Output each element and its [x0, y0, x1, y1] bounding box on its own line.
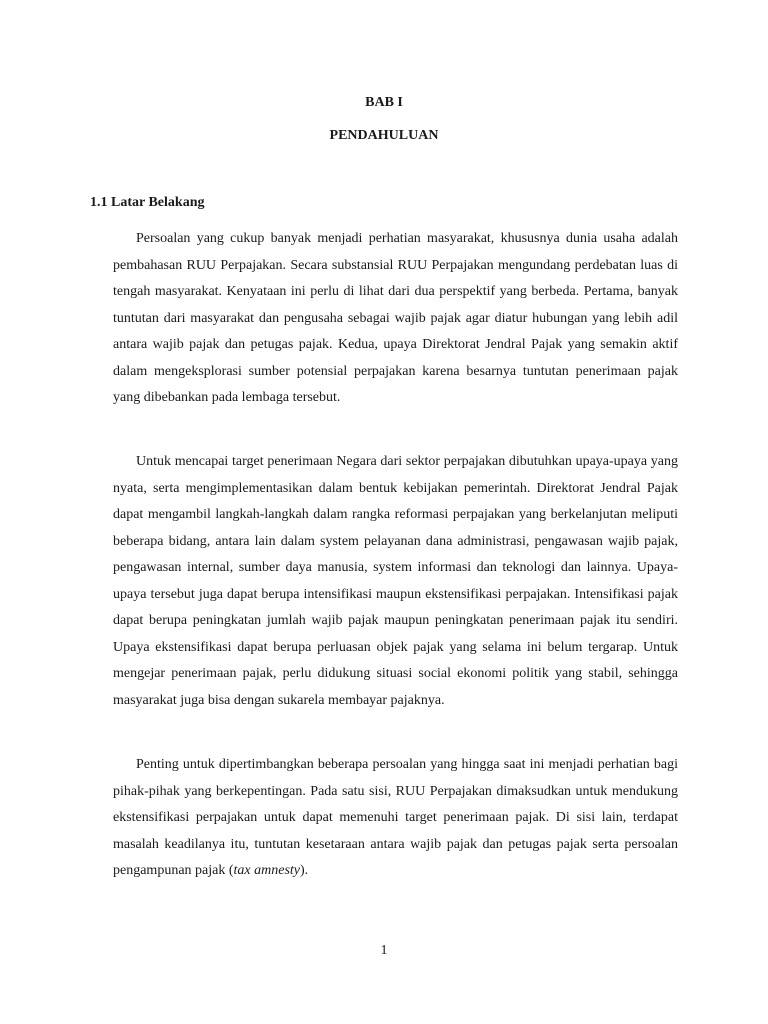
paragraph-3 — [113, 752, 678, 885]
paragraph-2: Untuk mencapai target penerimaan Negara dari sektor perpajakan dibutuhkan upaya-upaya yang nyata, serta mengimplementasikan dalam bentuk kebijakan pemerintah. Direktorat Jendral Pajak dapat mengambil langkah-langkah dalam rangka reformasi perpajakan yang berkelanjutan meliputi beberapa bidang, antara lain dalam system pelayanan dana administrasi, pengawasan wajib pajak, pengawasan internal, sumber daya manusia, system informasi dan teknologi dan lainnya. Upaya-upaya tersebut juga dapat berupa intensifikasi maupun ekstensifikasi perpajakan. Intensifikasi pajak dapat berupa peningkatan jumlah wajib pajak maupun peningkatan penerimaan pajak itu sendiri. Upaya ekstensifikasi dapat berupa perluasan objek pajak yang selama ini belum tergarap. Untuk mengejar penerimaan pajak, perlu didukung situasi social ekonomi politik yang stabil, sehingga masyarakat juga bisa dengan sukarela membayar pajaknya. — [113, 454, 678, 708]
chapter-number: BAB I — [365, 95, 403, 110]
paragraph-1: Persoalan yang cukup banyak menjadi perhatian masyarakat, khususnya dunia usaha adalah pembahasan RUU Perpajakan. Secara substansial RUU Perpajakan mengundang perdebatan luas di tengah masyarakat. Kenyataan ini perlu di lihat dari dua perspektif yang berbeda. Pertama, banyak tuntutan dari masyarakat dan pengusaha sebagai wajib pajak agar diatur hubungan yang lebih adil antara wajib pajak dan petugas pajak. Kedua, upaya Direktorat Jendral Pajak yang semakin aktif dalam mengeksplorasi sumber potensial perpajakan karena besarnya tuntutan penerimaan pajak yang dibebankan pada lembaga tersebut. — [113, 231, 678, 405]
chapter-title: PENDAHULUAN — [329, 128, 439, 143]
paragraph-3-text-after: ). — [300, 863, 309, 878]
italic-term: tax amnesty — [233, 863, 300, 878]
section-heading: 1.1 Latar Belakang — [90, 195, 205, 210]
paragraph-3-text-before: Penting untuk dipertimbangkan beberapa persoalan yang hingga saat ini menjadi perhatian bagi pihak-pihak yang berkepentingan. Pada satu sisi, RUU Perpajakan dimaksudkan untuk mendukung ekstensifikasi perpajakan untuk dapat memenuhi target penerimaan pajak. Di sisi lain, terdapat masalah keadilanya itu, tuntutan kesetaraan antara wajib pajak dan petugas pajak serta persoalan pengampunan pajak ( — [113, 757, 678, 878]
page-number: 1 — [380, 943, 388, 958]
